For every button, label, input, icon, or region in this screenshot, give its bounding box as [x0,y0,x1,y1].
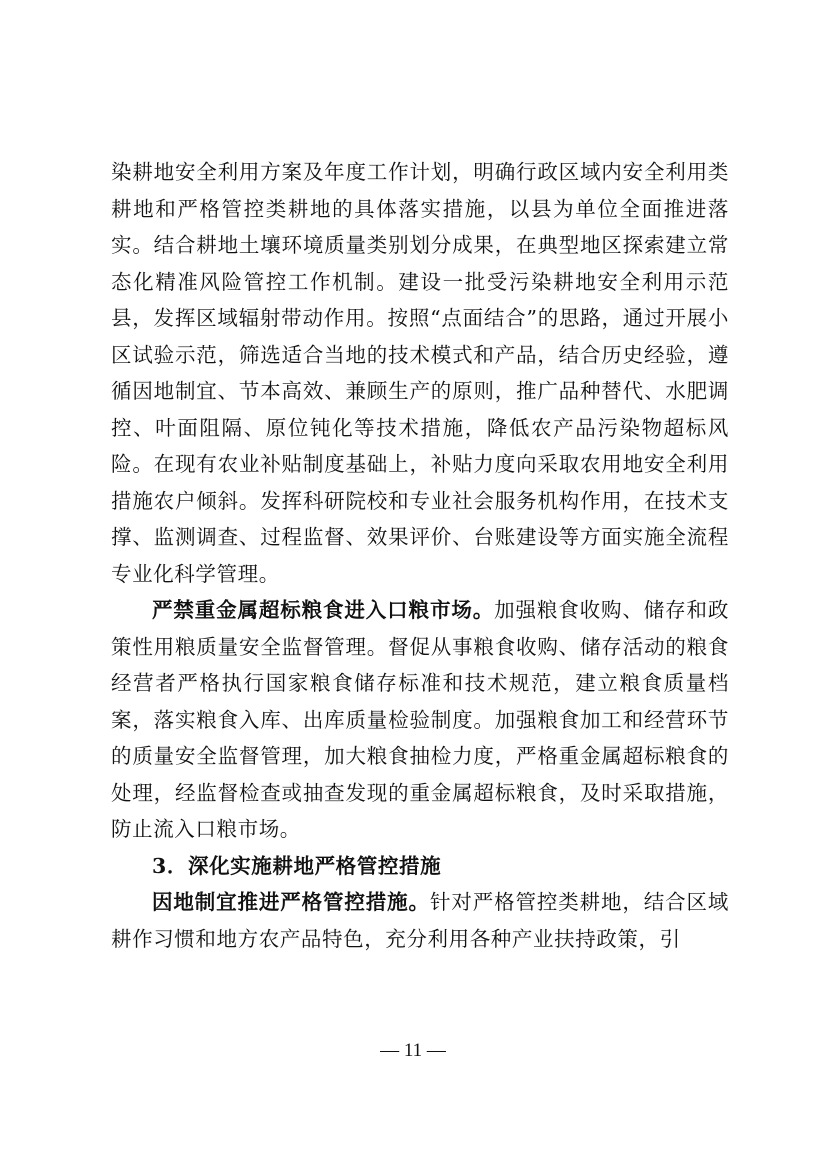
paragraph-text: 染耕地安全利用方案及年度工作计划，明确行政区域内安全利用类耕地和严格管控类耕地的具体落实措施，以县为单位全面推进落实。结合耕地土壤环境质量类别划分成果，在典型地区探索建立常态化精准风险管控工作机制。建设一批受污染耕地安全利用示范县，发挥区域辐射带动作用。按照“点面结合”的思路，通过开展小区试验示范，筛选适合当地的技术模式和产品，结合历史经验，遵循因地制宜、节本高效、兼顾生产的原则，推广品种替代、水肥调控、叶面阻隔、原位钝化等技术措施，降低农产品污染物超标风险。在现有农业补贴制度基础上，补贴力度向采取农用地安全利用措施农户倾斜。发挥科研院校和专业社会服务机构作用，在技术支撑、监测调查、过程监督、效果评价、台账建设等方面实施全流程专业化科学管理。 [111,160,729,586]
paragraph-lead-heading: 严禁重金属超标粮食进入口粮市场。 [152,598,495,622]
document-body [111,154,729,957]
paragraph-lead-heading: 因地制宜推进严格管控措施。 [152,890,430,914]
paragraph-grain-market [111,592,729,848]
paragraph-continued [111,154,729,592]
paragraph-text: 加强粮食收购、储存和政策性用粮质量安全监督管理。督促从事粮食收购、储存活动的粮食经营者严格执行国家粮食储存标准和技术规范，建立粮食质量档案，落实粮食入库、出库质量检验制度。加强粮食加工和经营环节的质量安全监督管理，加大粮食抽检力度，严格重金属超标粮食的处理，经监督检查或抽查发现的重金属超标粮食，及时采取措施，防止流入口粮市场。 [111,598,729,841]
page-number: — 11 — [380,1040,446,1061]
section-heading: 3．深化实施耕地严格管控措施 [152,853,442,878]
paragraph-strict-control [111,884,729,957]
paragraph-text: 针对严格管控类耕地，结合区域耕作习惯和地方农产品特色，充分利用各种产业扶持政策，引 [111,890,729,951]
